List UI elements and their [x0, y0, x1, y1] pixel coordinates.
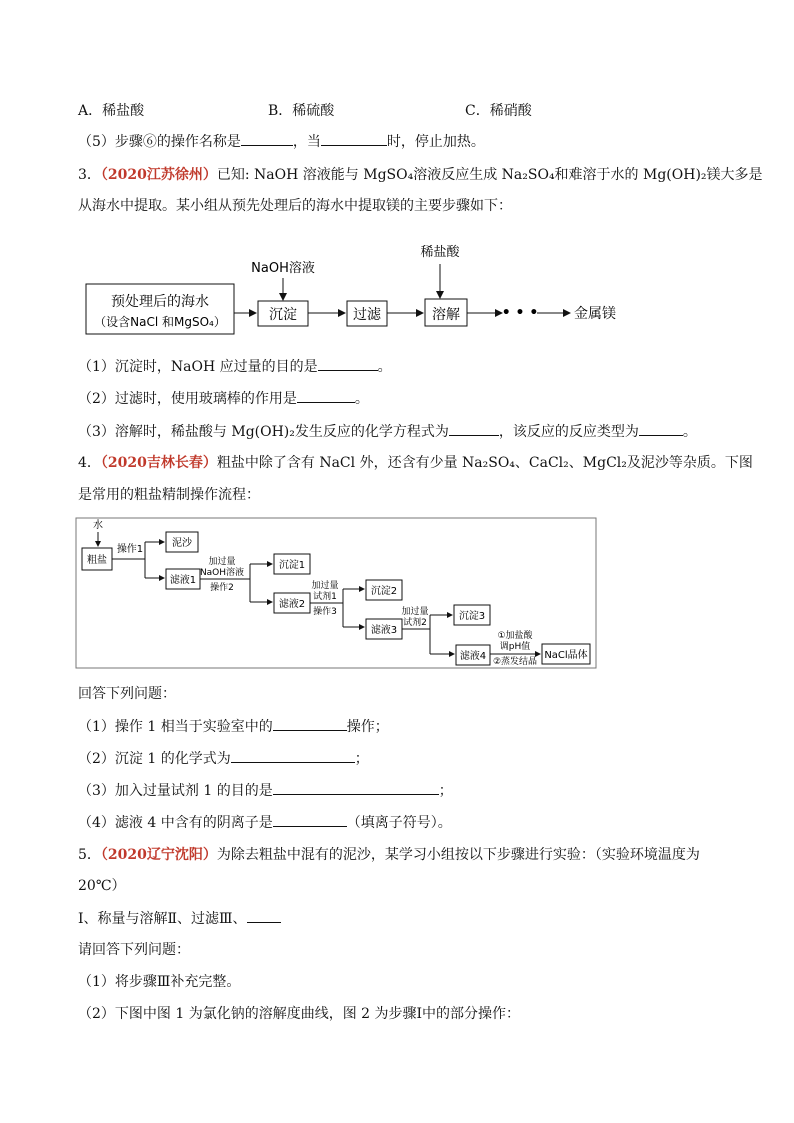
option-b: B．稀硫酸 — [268, 103, 335, 119]
q5-sub2: （2）下图中图 1 为氯化钠的溶解度曲线，图 2 为步骤Ⅰ中的部分操作： — [78, 1006, 521, 1022]
q3-sub3: （3）溶解时，稀盐酸与 Mg(OH)₂发生反应的化学方程式为 ，该反应的反应类型为 。 — [78, 421, 697, 442]
q4-flowchart — [0, 512, 794, 672]
svg-text:NaCl晶体: NaCl晶体 — [544, 650, 588, 661]
flow-end-magnesium: 金属镁 — [574, 306, 616, 322]
flow-final-l3: ②蒸发结晶 — [492, 657, 538, 667]
q4-sub2: （2）沉淀 1 的化学式为 ； — [78, 748, 369, 769]
q3-sub2: （2）过滤时，使用玻璃棒的作用是 。 — [78, 388, 369, 409]
flow-add1-l2: NaOH溶液 — [199, 568, 245, 578]
svg-text:过滤: 过滤 — [353, 307, 381, 323]
q3-stem-line2: 从海水中提取。某小组从预先处理后的海水中提取镁的主要步骤如下： — [78, 198, 512, 214]
question-source: （2020吉林长春） — [100, 455, 217, 471]
flow-start-label-2: （设含NaCl 和MgSO₄） — [94, 315, 226, 329]
svg-text:泥沙: 泥沙 — [172, 538, 192, 549]
answer-blank — [273, 780, 439, 795]
svg-text:滤液1: 滤液1 — [169, 575, 197, 586]
flow-op1: 操作1 — [116, 544, 144, 555]
flow-add1-l3: 操作2 — [210, 583, 234, 593]
q3-flowchart — [0, 240, 794, 360]
svg-text:粗盐: 粗盐 — [87, 555, 107, 566]
svg-text:沉淀3: 沉淀3 — [458, 611, 486, 622]
answer-blank — [321, 131, 387, 146]
svg-text:沉淀2: 沉淀2 — [370, 586, 398, 597]
svg-text:滤液4: 滤液4 — [459, 651, 487, 662]
flow-add3-l2: 试剂2 — [403, 618, 427, 628]
flow-water: 水 — [93, 520, 103, 531]
option-c: C．稀硝酸 — [465, 103, 532, 119]
q4-sub1: （1）操作 1 相当于实验室中的 操作； — [78, 716, 389, 737]
flow-add2-l1: 加过量 — [311, 581, 339, 591]
answer-blank — [639, 421, 683, 436]
flow-final-l2: 调pH值 — [499, 642, 531, 652]
q4-stem-line1: 4．（2020吉林长春）粗盐中除了含有 NaCl 外，还含有少量 Na₂SO₄、CaCl₂、MgCl₂及泥沙等杂质。下图 — [78, 455, 753, 471]
answer-blank — [247, 908, 281, 923]
answer-blank — [241, 131, 293, 146]
q4-sub3: （3）加入过量试剂 1 的目的是 ； — [78, 780, 453, 801]
q5-sub1: （1）将步骤Ⅲ补充完整。 — [78, 974, 241, 990]
q4-intro: 回答下列问题： — [78, 686, 176, 702]
answer-blank — [273, 812, 347, 827]
svg-text:滤液2: 滤液2 — [278, 599, 306, 610]
q3-sub1: （1）沉淀时，NaOH 应过量的目的是 。 — [78, 356, 392, 377]
flow-final-l1: ①加盐酸 — [497, 631, 533, 641]
q5-intro: 请回答下列问题： — [78, 942, 190, 958]
flow-start-label-1: 预处理后的海水 — [111, 294, 209, 310]
q5-stem-line2: 20℃） — [78, 878, 126, 894]
flow-reagent-hcl: 稀盐酸 — [420, 245, 460, 260]
q5-stem-line1: 5．（2020辽宁沈阳）为除去粗盐中混有的泥沙，某学习小组按以下步骤进行实验：（实验环境温度为 — [78, 847, 700, 863]
q2-sub5: （5）步骤⑥的操作名称是 ，当 时，停止加热。 — [78, 131, 485, 152]
svg-text:沉淀1: 沉淀1 — [278, 560, 306, 571]
flow-add2-l2: 试剂1 — [313, 592, 337, 602]
q4-stem-line2: 是常用的粗盐精制操作流程： — [78, 487, 260, 503]
flow-reagent-naoh: NaOH溶液 — [251, 261, 315, 276]
option-a: A．稀盐酸 — [78, 103, 145, 119]
q3-stem-line1: 3．（2020江苏徐州）已知: NaOH 溶液能与 MgSO₄溶液反应生成 Na₂SO₄和难溶于水的 Mg(OH)₂镁大多是 — [78, 167, 763, 183]
answer-blank — [449, 421, 499, 436]
flow-add2-l3: 操作3 — [313, 607, 337, 617]
q4-sub4: （4）滤液 4 中含有的阴离子是 （填离子符号）。 — [78, 812, 452, 833]
flow-dots: • • • — [501, 305, 539, 321]
flow-add1-l1: 加过量 — [208, 557, 236, 567]
answer-blank — [231, 748, 355, 763]
answer-blank — [318, 356, 378, 371]
question-source: （2020江苏徐州） — [100, 167, 217, 183]
answer-blank — [297, 388, 355, 403]
svg-text:沉淀: 沉淀 — [269, 307, 297, 323]
q5-steps: Ⅰ、称量与溶解Ⅱ、过滤Ⅲ、 — [78, 908, 281, 929]
answer-blank — [273, 716, 347, 731]
svg-text:滤液3: 滤液3 — [370, 625, 398, 636]
svg-text:溶解: 溶解 — [432, 307, 460, 323]
flow-add3-l1: 加过量 — [401, 607, 429, 617]
question-source: （2020辽宁沈阳） — [100, 847, 217, 863]
